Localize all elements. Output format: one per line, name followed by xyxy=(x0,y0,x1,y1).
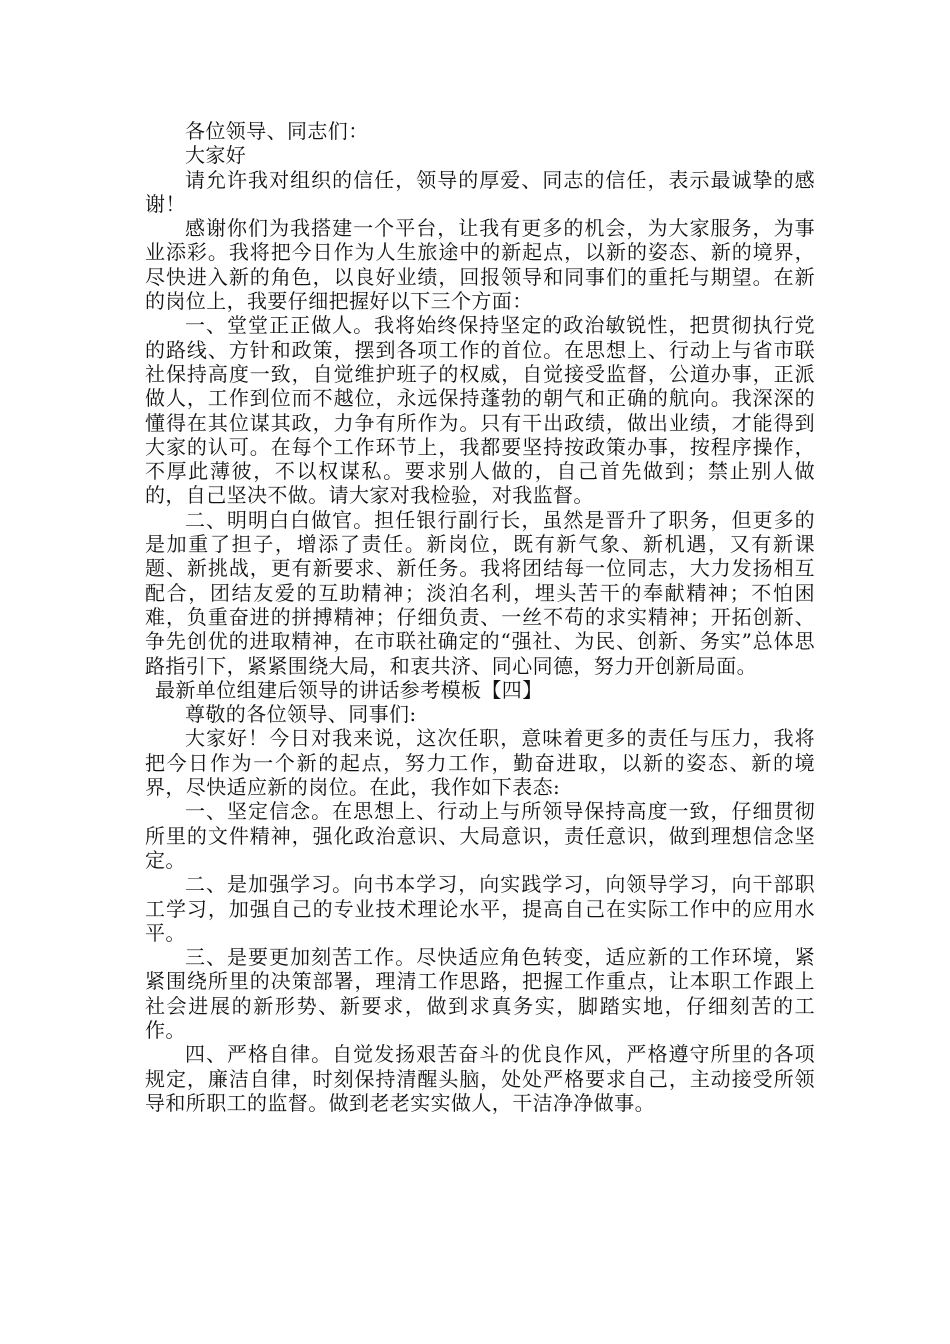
paragraph-point-2: 二、明明白白做官。担任银行副行长，虽然是晋升了职务，但更多的是加重了担子，增添了责任。新岗位，既有新气象、新机遇，又有新课题、新挑战，更有新要求、新任务。我将团结每一位同志，大力发扬相互配合，团结友爱的互助精神；淡泊名利，埋头苦干的奉献精神；不怕困难，负重奋进的拼搏精神；仔细负责、一丝不苟的求实精神；开拓创新、争先创优的进取精神，在市联社确定的“强社、为民、创新、务实”总体思路指引下，紧紧围绕大局，和衷共济、同心同德，努力开创新局面。 xyxy=(145,507,815,678)
greeting: 大家好 xyxy=(185,143,247,168)
paragraph-point-1: 一、堂堂正正做人。我将始终保持坚定的政治敏锐性，把贯彻执行党的路线、方针和政策，摆到各项工作的首位。在思想上、行动上与省市联社保持高度一致，自觉维护班子的权威，自觉接受监督，公道办事，正派做人，工作到位而不越位，永远保持蓬勃的朝气和正确的航向。我深深的懂得在其位谋其政，力争有所作为。只有干出政绩，做出业绩，才能得到大家的认可。在每个工作环节上，我都要坚持按政策办事，按程序操作，不厚此薄彼，不以权谋私。要求别人做的，自己首先做到；禁止别人做的，自己坚决不做。请大家对我检验，对我监督。 xyxy=(145,313,815,508)
paragraph-study: 二、是加强学习。向书本学习，向实践学习，向领导学习，向干部职工学习，加强自己的专业技术理论水平，提高自己在实际工作中的应用水平。 xyxy=(145,872,815,945)
paragraph-thanks: 请允许我对组织的信任，领导的厚爱、同志的信任，表示最诚挚的感谢！ xyxy=(145,167,815,216)
salutation-2: 尊敬的各位领导、同事们: xyxy=(185,702,417,727)
paragraph-belief: 一、坚定信念。在思想上、行动上与所领导保持高度一致，仔细贯彻所里的文件精神，强化政治意识、大局意识，责任意识，做到理想信念坚定。 xyxy=(145,799,815,872)
salutation: 各位领导、同志们： xyxy=(185,119,369,143)
greeting-2: 大家好！今日对我来说，这次任职，意味着更多的责任与压力，我将把今日作为一个新的起点，努力工作，勤奋进取，以新的姿态、新的境界，尽快适应新的岗位。在此，我作如下表态: xyxy=(145,726,815,800)
paragraph-platform: 感谢你们为我搭建一个平台，让我有更多的机会，为大家服务，为事业添彩。我将把今日作为人生旅途中的新起点，以新的姿态、新的境界，尽快进入新的角色，以良好业绩，回报领导和同事们的重托与期望。在新的岗位上，我要仔细把握好以下三个方面： xyxy=(145,216,815,314)
paragraph-discipline: 四、严格自律。自觉发扬艰苦奋斗的优良作风，严格遵守所里的各项规定，廉洁自律，时刻保持清醒头脑，处处严格要求自己，主动接受所领导和所职工的监督。做到老老实实做人，干洁净净做事。 xyxy=(145,1042,815,1115)
section-heading: 最新单位组建后领导的讲话参考模板【四】 xyxy=(155,677,543,702)
paragraph-work: 三、是要更加刻苦工作。尽快适应角色转变，适应新的工作环境，紧紧围绕所里的决策部署，理清工作思路，把握工作重点，让本职工作跟上社会进展的新形势、新要求，做到求真务实，脚踏实地，仔细刻苦的工作。 xyxy=(145,945,815,1042)
document-body xyxy=(145,119,815,1115)
